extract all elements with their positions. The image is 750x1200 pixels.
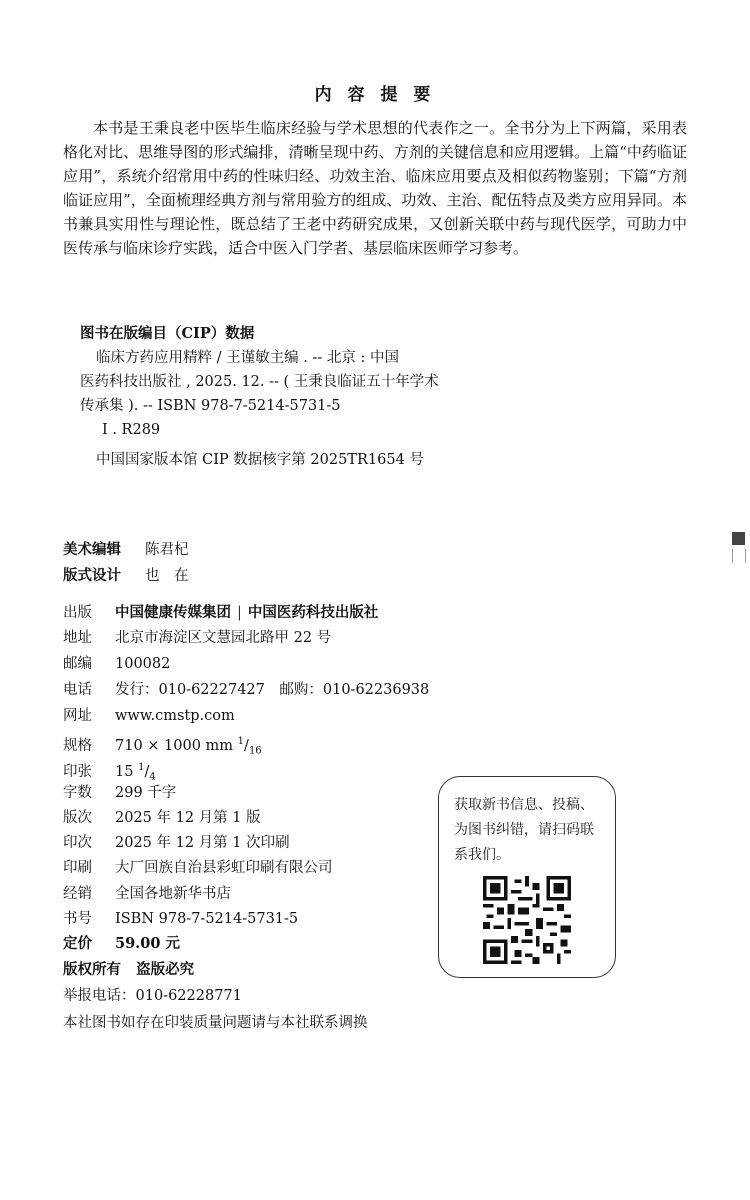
distributor-value: 全国各地新华书店 xyxy=(115,886,231,902)
sheets-value: 15 xyxy=(115,763,134,780)
summary-abstract xyxy=(63,116,687,260)
address-value: 北京市海淀区文慧园北路甲 22 号 xyxy=(115,630,332,646)
address-label: 地址 xyxy=(63,630,92,646)
edition-value: 2025 年 12 月第 1 版 xyxy=(115,810,261,826)
cip-line-3: 传承集 ). -- ISBN 978-7-5214-5731-5 xyxy=(80,398,341,414)
sheets-denominator: 4 xyxy=(149,771,156,783)
qr-text: 获取新书信息、投稿、为图书纠错，请扫码联系我们。 xyxy=(454,797,594,863)
cip-line-1: 临床方药应用精粹 / 王谨敏主编 . -- 北京 : 中国 xyxy=(96,350,399,366)
postcode-value: 100082 xyxy=(115,656,171,672)
publisher-label: 出版 xyxy=(63,605,92,621)
isbn-label: 书号 xyxy=(63,911,92,927)
info-report-phone: 举报电话：010-62228771 xyxy=(63,988,242,1004)
cip-heading: 图书在版编目（CIP）数据 xyxy=(80,325,255,342)
cip-verify: 中国国家版本馆 CIP 数据核字第 2025TR1654 号 xyxy=(96,452,424,468)
format-label: 规格 xyxy=(63,737,92,754)
info-isbn xyxy=(63,906,298,932)
website-label: 网址 xyxy=(63,708,92,724)
credit-label: 美术编辑 xyxy=(63,541,121,558)
info-format: 规格 710 × 1000 mm $^1/_{16}$ xyxy=(63,729,262,755)
info-copyright xyxy=(63,957,194,983)
info-printing xyxy=(63,830,290,856)
cip-line-4: Ⅰ . R289 xyxy=(102,422,161,438)
summary-paragraph: 本书是王秉良老中医毕生临床经验与学术思想的代表作之一。全书分为上下两篇，采用表格化对比、思维导图的形式编排，清晰呈现中药、方剂的关键信息和应用逻辑。上篇“中药临证应用”，系统介绍常用中药的性味归经、功效主治、临床应用要点及相似药物鉴别；下篇“方剂临证应用”，全面梳理经典方剂与常用验方的组成、功效、主治、配伍特点及类方应用异同。本书兼具实用性与理论性，既总结了王老中药研究成果，又创新关联中药与现代医学，可助力中医传承与临床诊疗实践，适合中医入门学者、基层临床医师学习参考。 xyxy=(63,119,687,257)
price-value: 59.00 元 xyxy=(115,935,180,952)
publisher-name: 中国医药科技出版社 xyxy=(247,604,379,621)
info-quality-notice: 本社图书如存在印装质量问题请与本社联系调换 xyxy=(63,1015,368,1031)
format-numerator: 1 xyxy=(237,736,245,747)
info-phone xyxy=(63,677,429,703)
format-value: 710 × 1000 mm xyxy=(115,737,234,754)
qr-box xyxy=(438,776,616,978)
edition-label: 版次 xyxy=(63,810,92,826)
margin-mark xyxy=(732,532,746,563)
credit-layout-designer xyxy=(63,563,189,589)
words-value: 299 千字 xyxy=(115,785,177,801)
info-address xyxy=(63,625,331,651)
info-distributor xyxy=(63,881,231,907)
credit-value: 陈君杞 xyxy=(145,542,189,558)
distributor-label: 经销 xyxy=(63,886,92,902)
cip-line-2: 医药科技出版社 , 2025. 12. -- ( 王秉良临证五十年学术 xyxy=(80,374,439,390)
margin-square-mark xyxy=(732,532,745,545)
isbn-value: ISBN 978-7-5214-5731-5 xyxy=(115,911,299,927)
credit-art-editor xyxy=(63,537,189,563)
info-postcode xyxy=(63,651,170,677)
sheets-numerator: 1 xyxy=(138,762,145,773)
info-website xyxy=(63,703,235,729)
printing-value: 2025 年 12 月第 1 次印刷 xyxy=(115,835,290,851)
printer-value: 大厂回族自治县彩虹印刷有限公司 xyxy=(115,860,333,876)
price-label: 定价 xyxy=(63,935,92,952)
publisher-group: 中国健康传媒集团 xyxy=(115,604,231,621)
copyright-label: 版权所有 xyxy=(63,961,121,978)
publisher-separator: | xyxy=(237,605,242,621)
info-printer xyxy=(63,855,333,881)
credit-label: 版式设计 xyxy=(63,567,121,584)
copyright-value: 盗版必究 xyxy=(136,961,195,978)
printing-label: 印次 xyxy=(63,835,92,851)
margin-tick-mark xyxy=(732,549,746,563)
printer-label: 印刷 xyxy=(63,860,92,876)
info-words xyxy=(63,780,176,806)
cip-block xyxy=(80,322,439,472)
info-publisher xyxy=(63,600,378,626)
info-sheets: 印张 15 $^1/_4$ xyxy=(63,755,156,781)
credit-value: 也 在 xyxy=(145,568,189,584)
qr-code-icon[interactable] xyxy=(483,876,571,964)
format-denominator: 16 xyxy=(248,745,262,757)
website-value: www.cmstp.com xyxy=(115,708,235,724)
phone-value: 发行：010-62227427 邮购：010-62236938 xyxy=(115,682,430,698)
info-price xyxy=(63,931,180,957)
sheets-label: 印张 xyxy=(63,763,92,780)
summary-title: 内 容 提 要 xyxy=(314,85,436,105)
postcode-label: 邮编 xyxy=(63,656,92,672)
info-edition xyxy=(63,805,261,831)
phone-label: 电话 xyxy=(63,682,92,698)
words-label: 字数 xyxy=(63,785,92,801)
